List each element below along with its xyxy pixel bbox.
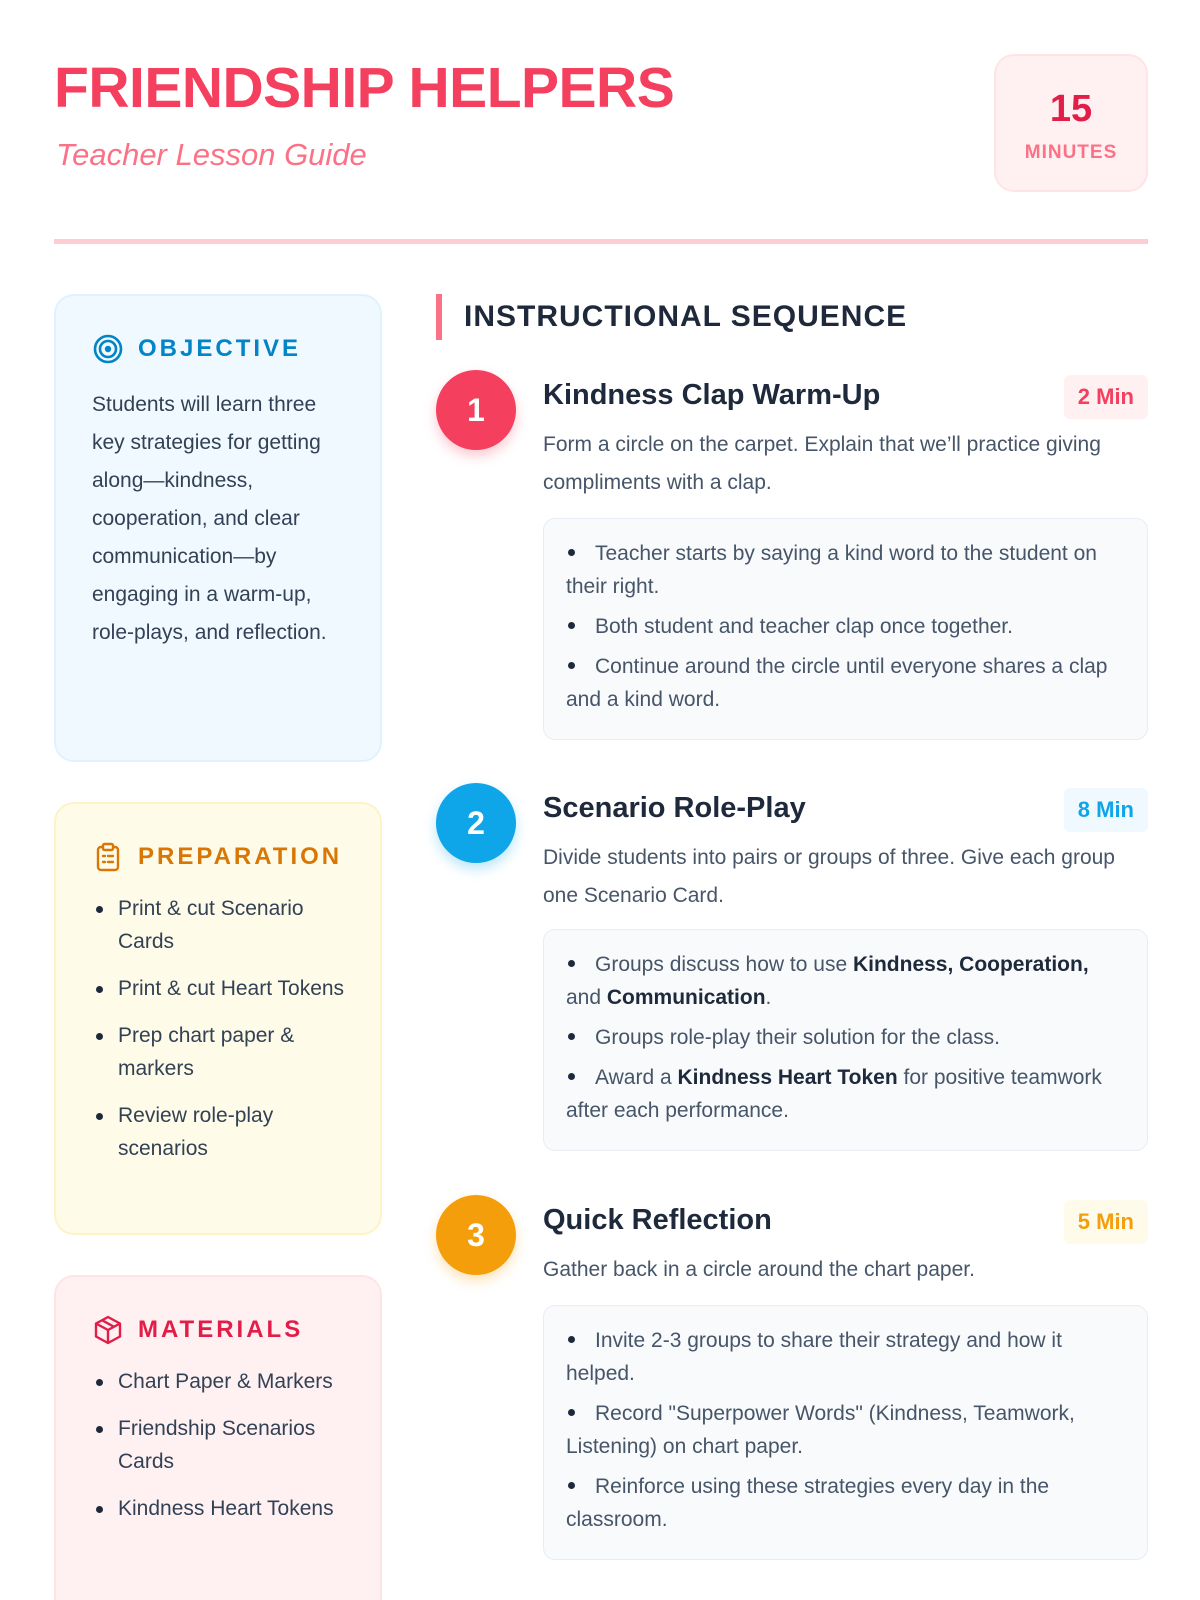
target-icon [92,333,124,365]
list-item: Continue around the circle until everyone shares a clap and a kind word. [566,655,1108,711]
preparation-title: PREPARATION [138,843,343,870]
list-item: Invite 2-3 groups to share their strategy and how it helped. [566,1329,1062,1385]
sequence-heading: INSTRUCTIONAL SEQUENCE [436,294,907,340]
step-duration-badge: 8 Min [1064,788,1148,832]
duration-unit: MINUTES [1024,142,1118,163]
list-item: Prep chart paper & markers [92,1019,362,1085]
preparation-card [54,802,382,1235]
objective-text: Students will learn three key strategies for getting along—kindness, cooperation, and clear communication—by engaging in a warm-up, role-plays, and reflection. [92,393,327,644]
bullet-icon [568,1409,575,1416]
step-title: Scenario Role-Play [543,792,806,824]
step-number: 3 [436,1195,516,1275]
objective-card [54,294,382,762]
box-icon [92,1314,124,1346]
page-subtitle: Teacher Lesson Guide [56,137,367,172]
list-item: Reinforce using these strategies every day in the classroom. [566,1475,1050,1531]
materials-header [92,1313,303,1347]
list-item: Award a Kindness Heart Token for positive teamwork after each performance. [566,1066,1102,1122]
list-item: Teacher starts by saying a kind word to the student on their right. [566,542,1097,598]
duration-badge [994,54,1148,192]
list-item: Print & cut Heart Tokens [92,972,362,1005]
list-item: Groups discuss how to use Kindness, Cooperation, and Communication. [566,953,1089,1009]
step-number: 2 [436,783,516,863]
bullet-icon [568,662,575,669]
step-title: Quick Reflection [543,1204,772,1236]
step-title: Kindness Clap Warm-Up [543,379,881,411]
list-item: Kindness Heart Tokens [92,1492,362,1525]
bullet-icon [568,1336,575,1343]
step-description: Form a circle on the carpet. Explain that we’ll practice giving compliments with a clap. [543,433,1101,494]
bullet-icon [568,1482,575,1489]
objective-header [92,332,301,366]
list-item: Review role-play scenarios [92,1099,362,1165]
bullet-icon [568,549,575,556]
preparation-header [92,840,342,874]
step-details [543,929,1148,1151]
bullet-icon [568,1073,575,1080]
clipboard-icon [92,841,124,873]
step-duration-badge: 5 Min [1064,1200,1148,1244]
list-item: Print & cut Scenario Cards [92,892,362,958]
duration-value: 15 [1049,88,1093,130]
materials-card [54,1275,382,1600]
step-details [543,518,1148,740]
step-duration-badge: 2 Min [1064,375,1148,419]
step-description: Gather back in a circle around the chart paper. [543,1258,975,1281]
list-item: Both student and teacher clap once together. [566,610,1127,643]
objective-title: OBJECTIVE [138,335,302,362]
page-title: FRIENDSHIP HELPERS [54,56,675,120]
preparation-list [92,892,362,1179]
bullet-icon [568,1033,575,1040]
list-item: Chart Paper & Markers [92,1365,362,1398]
list-item: Groups role-play their solution for the class. [566,1021,1127,1054]
step-description: Divide students into pairs or groups of three. Give each group one Scenario Card. [543,846,1115,907]
materials-list [92,1365,362,1539]
materials-title: MATERIALS [138,1316,304,1343]
bullet-icon [568,622,575,629]
list-item: Friendship Scenarios Cards [92,1412,362,1478]
step-number: 1 [436,370,516,450]
list-item: Record "Superpower Words" (Kindness, Teamwork, Listening) on chart paper. [566,1402,1075,1458]
bullet-icon [568,960,575,967]
step-details [543,1305,1148,1560]
page-header [54,0,1148,244]
